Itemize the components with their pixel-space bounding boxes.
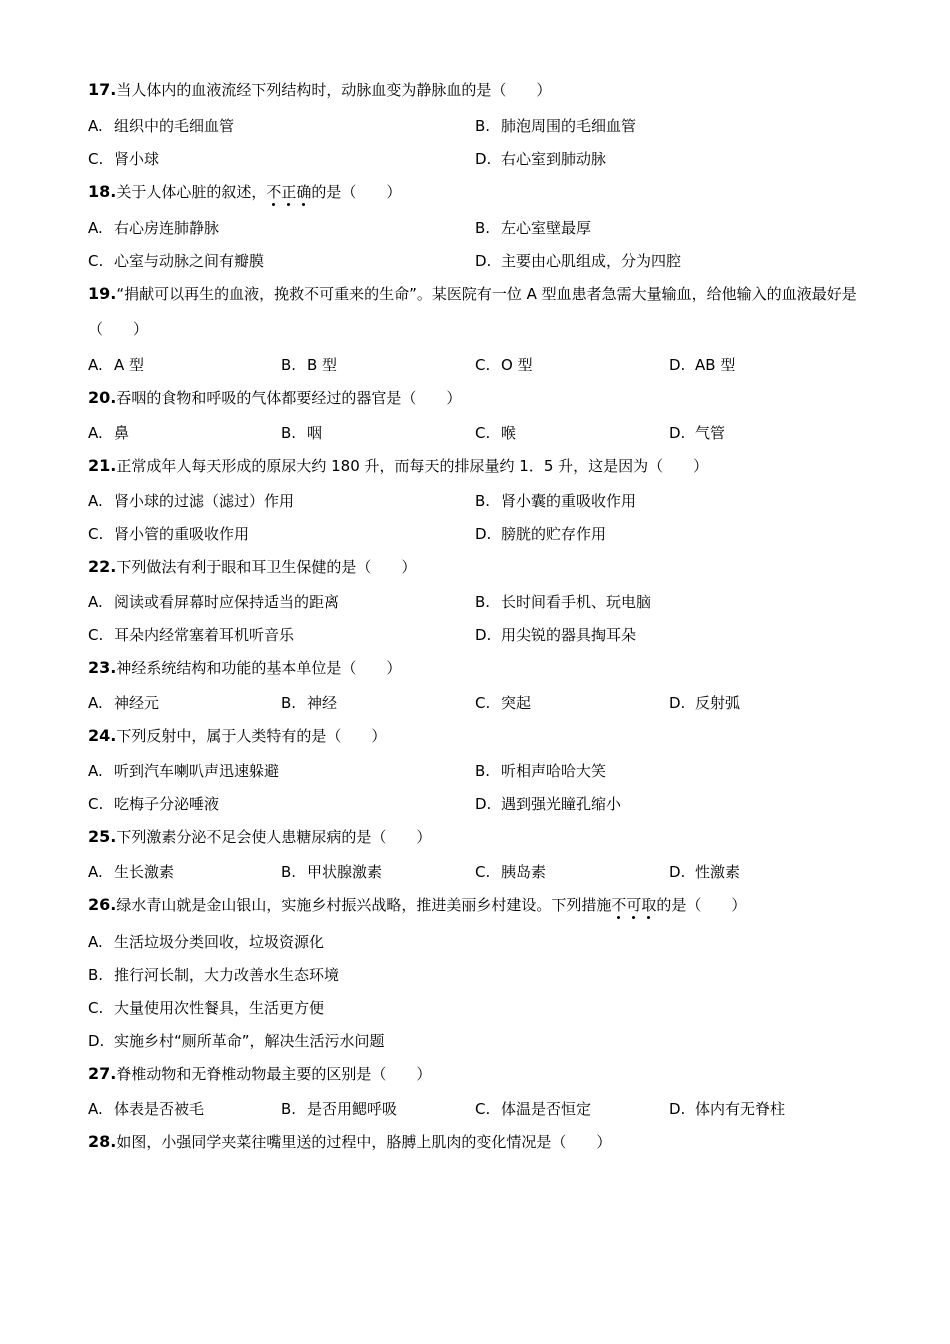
option-a: A. 生长激素 <box>88 863 175 881</box>
option-c: C. 突起 <box>475 694 532 712</box>
option-a: A. 体表是否被毛 <box>88 1100 205 1118</box>
question-23 <box>88 658 401 678</box>
option-a: A. 组织中的毛细血管 <box>88 117 235 135</box>
question-22 <box>88 557 416 577</box>
option-a: A. 阅读或看屏幕时应保持适当的距离 <box>88 593 340 611</box>
option-b: B. 神经 <box>281 694 338 712</box>
question-28 <box>88 1132 611 1152</box>
question-26: 26.绿水青山就是金山银山，实施乡村振兴战略，推进美丽乡村建设。下列措施不可取的是（ ） <box>88 895 747 914</box>
question-number: 22. <box>88 557 117 576</box>
question-27 <box>88 1064 431 1084</box>
option-b: B. 是否用鳃呼吸 <box>281 1100 398 1118</box>
option-b: B. 肾小囊的重吸收作用 <box>475 492 637 510</box>
question-24 <box>88 726 386 746</box>
option-c: C. 大量使用次性餐具，生活更方便 <box>88 999 325 1017</box>
option-c: C. 胰岛素 <box>475 863 547 881</box>
question-number: 26. <box>88 895 117 914</box>
option-a: A. 右心房连肺静脉 <box>88 219 220 237</box>
option-d: D. 用尖锐的器具掏耳朵 <box>475 626 637 644</box>
option-b: B. B 型 <box>281 356 338 374</box>
question-text: 下列激素分泌不足会使人患糖尿病的是（ ） <box>116 828 432 846</box>
question-number: 18. <box>88 182 117 201</box>
option-c: C. 体温是否恒定 <box>475 1100 592 1118</box>
question-number: 23. <box>88 658 117 677</box>
option-d: D. 反射弧 <box>669 694 741 712</box>
option-d: D. 体内有无脊柱 <box>669 1100 786 1118</box>
emphasis-char: 取 <box>641 896 657 914</box>
option-d: D. 膀胱的贮存作用 <box>475 525 607 543</box>
option-a: A. 生活垃圾分类回收，垃圾资源化 <box>88 933 325 951</box>
option-d: D. 性激素 <box>669 863 741 881</box>
option-c: C. 耳朵内经常塞着耳机听音乐 <box>88 626 295 644</box>
option-b: B. 肺泡周围的毛细血管 <box>475 117 637 135</box>
option-c: C. 肾小球 <box>88 150 160 168</box>
option-b: B. 听相声哈哈大笑 <box>475 762 607 780</box>
option-b: B. 咽 <box>281 424 323 442</box>
question-text: 下列反射中，属于人类特有的是（ ） <box>116 727 387 745</box>
emphasis-char: 确 <box>296 183 312 201</box>
question-number: 20. <box>88 388 117 407</box>
option-a: A. 鼻 <box>88 424 130 442</box>
option-d: D. 气管 <box>669 424 726 442</box>
question-20 <box>88 388 461 408</box>
emphasis-char: 不 <box>266 183 282 201</box>
option-b: B. 长时间看手机、玩电脑 <box>475 593 652 611</box>
emphasis-char: 不 <box>611 896 627 914</box>
question-text: 当人体内的血液流经下列结构时，动脉血变为静脉血的是（ ） <box>116 81 552 99</box>
emphasis-char: 可 <box>626 896 642 914</box>
option-d: D. 右心室到肺动脉 <box>475 150 607 168</box>
question-text: “捐献可以再生的血液，挽救不可重来的生命”。某医院有一位 A 型血患者急需大量输血，给他输入的血液最好是（ ） <box>88 285 857 338</box>
question-17 <box>88 80 551 100</box>
question-18: 18.关于人体心脏的叙述，不正确的是（ ） <box>88 182 402 201</box>
option-c: C. 吃梅子分泌唾液 <box>88 795 220 813</box>
option-c: C. 肾小管的重吸收作用 <box>88 525 250 543</box>
option-d: D. AB 型 <box>669 356 736 374</box>
question-number: 19. <box>88 284 117 303</box>
question-number: 21. <box>88 456 117 475</box>
question-number: 25. <box>88 827 117 846</box>
option-a: A. A 型 <box>88 356 145 374</box>
question-text: 脊椎动物和无脊椎动物最主要的区别是（ ） <box>116 1065 432 1083</box>
question-text: 吞咽的食物和呼吸的气体都要经过的器官是（ ） <box>116 389 462 407</box>
question-number: 24. <box>88 726 117 745</box>
question-text: 正常成年人每天形成的原尿大约 180 升，而每天的排尿量约 1．5 升，这是因为（ ） <box>116 457 709 475</box>
option-d: D. 实施乡村“厕所革命”，解决生活污水问题 <box>88 1032 385 1050</box>
option-a: A. 肾小球的过滤（滤过）作用 <box>88 492 295 510</box>
option-b: B. 甲状腺激素 <box>281 863 383 881</box>
emphasis-char: 正 <box>281 183 297 201</box>
option-d: D. 遇到强光瞳孔缩小 <box>475 795 622 813</box>
option-c: C. 心室与动脉之间有瓣膜 <box>88 252 265 270</box>
option-b: B. 左心室壁最厚 <box>475 219 592 237</box>
question-number: 17. <box>88 80 117 99</box>
question-21 <box>88 456 708 476</box>
question-19 <box>88 276 858 347</box>
option-a: A. 神经元 <box>88 694 160 712</box>
option-b: B. 推行河长制，大力改善水生态环境 <box>88 966 340 984</box>
question-25 <box>88 827 431 847</box>
question-number: 28. <box>88 1132 117 1151</box>
question-text: 下列做法有利于眼和耳卫生保健的是（ ） <box>116 558 417 576</box>
question-number: 27. <box>88 1064 117 1083</box>
option-c: C. O 型 <box>475 356 533 374</box>
question-text: 神经系统结构和功能的基本单位是（ ） <box>116 659 402 677</box>
option-d: D. 主要由心肌组成，分为四腔 <box>475 252 682 270</box>
option-a: A. 听到汽车喇叭声迅速躲避 <box>88 762 280 780</box>
question-text: 如图，小强同学夹菜往嘴里送的过程中，胳膊上肌肉的变化情况是（ ） <box>116 1133 612 1151</box>
option-c: C. 喉 <box>475 424 517 442</box>
